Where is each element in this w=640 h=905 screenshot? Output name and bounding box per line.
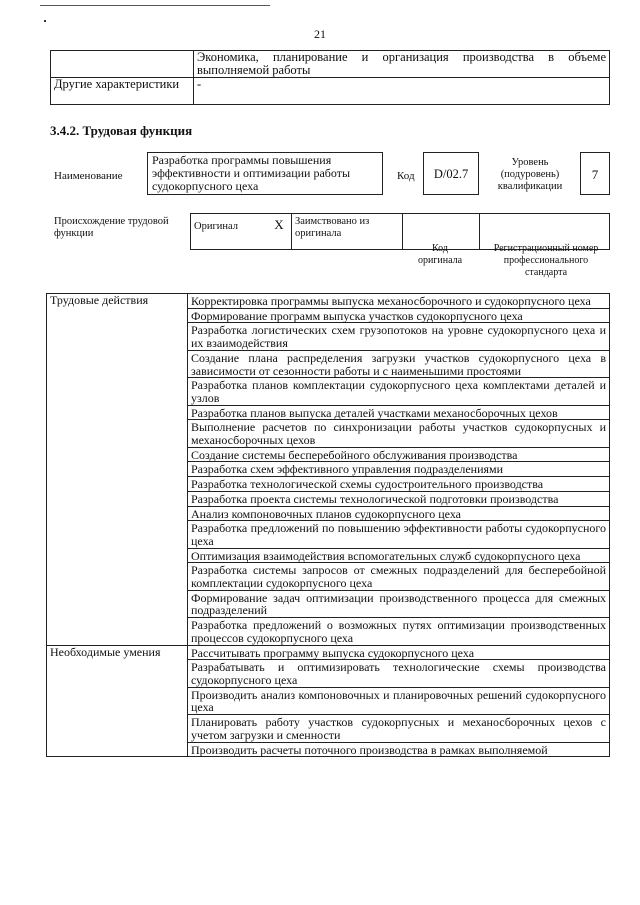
table-row: [47, 477, 610, 492]
group-label-spacer: [47, 618, 188, 645]
list-item: Разработка планов комплектации судокорпусного цеха комплектами деталей и узлов: [188, 378, 610, 405]
table-row: [47, 462, 610, 477]
list-item: Разработка технологической схемы судостроительного производства: [188, 477, 610, 492]
table-row: [47, 548, 610, 563]
list-item: Формирование программ выпуска участков судокорпусного цеха: [188, 308, 610, 323]
table-row: [47, 715, 610, 742]
level-value: 7: [580, 152, 610, 195]
list-item: Разработка предложений по повышению эффективности работы судокорпусного цеха: [188, 521, 610, 548]
code-note: Код оригинала: [417, 243, 463, 266]
list-item: Создание системы бесперебойного обслуживания производства: [188, 447, 610, 462]
list-item: Производить расчеты поточного производства в рамках выполняемой: [188, 742, 610, 757]
list-item: Оптимизация взаимодействия вспомогательных служб судокорпусного цеха: [188, 548, 610, 563]
group-label-spacer: [47, 447, 188, 462]
table-row: [47, 447, 610, 462]
list-item: Создание плана распределения загрузки участков судокорпусного цеха в зависимости от сезонности работы и с наименьшими простоями: [188, 350, 610, 377]
table-row: [47, 563, 610, 590]
table-row: [47, 308, 610, 323]
reg-note: Регистрационный номер профессионального стандарта: [493, 243, 599, 278]
list-item: Разработка предложений о возможных путях оптимизации производственных процессов судокорпусного цеха: [188, 618, 610, 645]
table-cell: Экономика, планирование и организация производства в объеме выполняемой работы: [194, 51, 610, 78]
level-label: Уровень (подуровень) квалификации: [497, 157, 563, 192]
function-name: Разработка программы повышения эффективности и оптимизации работы судокорпусного цеха: [147, 152, 383, 195]
table-row: [47, 590, 610, 617]
list-item: Формирование задач оптимизации производственного процесса для смежных подразделений: [188, 590, 610, 617]
original-mark: X: [267, 214, 292, 250]
function-code: D/02.7: [423, 152, 479, 195]
list-item: Выполнение расчетов по синхронизации работы участков судокорпусных и механосборочных цехов: [188, 420, 610, 447]
group-label-spacer: [47, 687, 188, 714]
group-label-spacer: [47, 477, 188, 492]
table-row: [51, 78, 610, 105]
table-row: [47, 521, 610, 548]
list-item: Разработка системы запросов от смежных подразделений для бесперебойной комплектации судокорпусного цеха: [188, 563, 610, 590]
group-label-spacer: [47, 506, 188, 521]
table-row: [47, 491, 610, 506]
group-label-spacer: [47, 378, 188, 405]
section-title: 3.4.2. Трудовая функция: [50, 123, 193, 138]
list-item: Планировать работу участков судокорпусных и механосборочных цехов с учетом загрузки и сменности: [188, 715, 610, 742]
group-label-spacer: [47, 660, 188, 687]
table-row: [47, 687, 610, 714]
group-label-spacer: [47, 462, 188, 477]
group-label-spacer: [47, 548, 188, 563]
list-item: Производить анализ компоновочных и планировочных решений судокорпусного цеха: [188, 687, 610, 714]
list-item: Разрабатывать и оптимизировать технологические схемы производства судокорпусного цеха: [188, 660, 610, 687]
page-number: 21: [314, 27, 326, 41]
group-label-spacer: [47, 420, 188, 447]
empty-cell: [51, 51, 194, 78]
list-item: Корректировка программы выпуска механосборочного и судокорпусного цеха: [188, 294, 610, 309]
list-item: Разработка проекта системы технологической подготовки производства: [188, 491, 610, 506]
list-item: Разработка планов выпуска деталей участками механосборочных цехов: [188, 405, 610, 420]
borrowed-label: Заимствовано из оригинала: [292, 214, 403, 250]
list-item: Рассчитывать программу выпуска судокорпусного цеха: [188, 645, 610, 660]
table-row: [47, 618, 610, 645]
list-item: Разработка схем эффективного управления подразделениями: [188, 462, 610, 477]
main-table: [46, 293, 610, 757]
table-row: [47, 420, 610, 447]
table-row: [47, 350, 610, 377]
code-label: Код: [397, 170, 415, 182]
list-item: Разработка логистических схем грузопотоков на уровне судокорпусного цеха и их взаимодействия: [188, 323, 610, 350]
table-row: [47, 405, 610, 420]
original-label: Оригинал: [191, 214, 268, 250]
group-label-spacer: [47, 350, 188, 377]
group-label-spacer: [47, 405, 188, 420]
group-label-spacer: [47, 308, 188, 323]
table-row: [51, 51, 610, 78]
top-dot: [44, 20, 46, 22]
origin-label: Происхождение трудовой функции: [54, 216, 169, 239]
group-label: Трудовые действия: [47, 294, 188, 309]
group-label-spacer: [47, 563, 188, 590]
table-row: [47, 645, 610, 660]
group-label-spacer: [47, 491, 188, 506]
table-row: [47, 660, 610, 687]
name-label: Наименование: [54, 170, 123, 182]
group-label: Необходимые умения: [47, 645, 188, 660]
table-row: [47, 323, 610, 350]
top-table: [50, 50, 610, 105]
group-label-spacer: [47, 715, 188, 742]
group-label-spacer: [47, 742, 188, 757]
table-row: [47, 378, 610, 405]
group-label-spacer: [47, 590, 188, 617]
table-row: [47, 294, 610, 309]
group-label-spacer: [47, 323, 188, 350]
top-rule: [40, 5, 270, 6]
table-cell: -: [194, 78, 610, 105]
table-row: [47, 506, 610, 521]
row-label: Другие характеристики: [51, 78, 194, 105]
group-label-spacer: [47, 521, 188, 548]
list-item: Анализ компоновочных планов судокорпусного цеха: [188, 506, 610, 521]
table-row: [47, 742, 610, 757]
